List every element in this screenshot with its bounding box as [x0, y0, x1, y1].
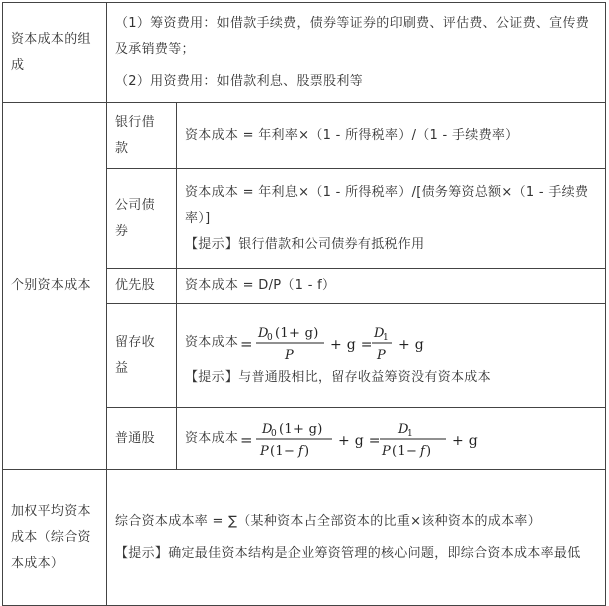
bank-loan-formula: 资本成本 = 年利率×（1 - 所得税率）/（1 - 手续费率） — [177, 103, 606, 169]
svg-text:D: D — [398, 421, 409, 437]
composition-line-1: （1）筹资费用：如借款手续费，债券等证券的印刷费、评估费、公证费、宣传费及承销费等； — [115, 15, 590, 57]
weighted-category: 加权平均资本成本（综合资本成本） — [3, 470, 107, 606]
svg-text:(1+ g): (1+ g) — [279, 421, 323, 437]
preferred-stock-label: 优先股 — [107, 269, 177, 304]
composition-line-2: （2）用资费用：如借款利息、股票股利等 — [115, 73, 363, 89]
svg-text:+ g: + g — [452, 432, 479, 449]
retained-earnings-formula-math — [240, 321, 480, 365]
preferred-stock-formula: 资本成本 = D/P（1 - f） — [177, 269, 606, 304]
corporate-bond-label: 公司债券 — [107, 169, 177, 269]
retained-earnings-formula — [185, 321, 597, 365]
svg-text:f: f — [420, 443, 426, 459]
retained-earnings-tip: 【提示】与普通股相比，留存收益筹资没有资本成本 — [185, 369, 491, 385]
svg-text:(1+ g): (1+ g) — [275, 325, 319, 341]
svg-text:P: P — [382, 443, 392, 459]
svg-text:D: D — [374, 325, 385, 341]
composition-category: 资本成本的组成 — [3, 3, 107, 103]
common-stock-formula-math — [240, 417, 500, 461]
composition-row — [3, 3, 606, 103]
svg-text:(1−: (1− — [270, 443, 296, 459]
svg-text:P: P — [260, 443, 270, 459]
retained-earnings-formula-prefix: 资本成本 — [185, 334, 239, 350]
svg-text:0: 0 — [267, 332, 274, 343]
bank-loan-label: 银行借款 — [107, 103, 177, 169]
weighted-row — [3, 470, 606, 606]
retained-earnings-label: 留存收益 — [107, 304, 177, 408]
common-stock-formula — [185, 417, 597, 461]
svg-text:=: = — [240, 430, 254, 449]
svg-text:D: D — [258, 325, 269, 341]
individual-category: 个别资本成本 — [3, 103, 107, 470]
corporate-bond-formula: 资本成本 = 年利息×（1 - 所得税率）/[债务筹资总额×（1 - 手续费率）] — [185, 184, 589, 226]
svg-text:1: 1 — [383, 332, 390, 343]
svg-text:(1−: (1− — [392, 443, 418, 459]
capital-cost-table — [2, 2, 606, 606]
common-stock-content — [177, 408, 606, 470]
svg-text:+ g =: + g = — [330, 336, 374, 353]
svg-text:): ) — [304, 443, 310, 459]
corporate-bond-tip: 【提示】银行借款和公司债券有抵税作用 — [185, 236, 425, 252]
svg-text:P: P — [377, 347, 387, 363]
common-stock-label: 普通股 — [107, 408, 177, 470]
svg-text:+ g =: + g = — [338, 432, 382, 449]
weighted-content — [107, 470, 606, 606]
composition-content — [107, 3, 606, 103]
svg-text:=: = — [240, 334, 254, 353]
svg-text:1: 1 — [407, 428, 414, 439]
svg-text:0: 0 — [271, 428, 278, 439]
svg-text:D: D — [262, 421, 273, 437]
retained-earnings-content — [177, 304, 606, 408]
bank-loan-row — [3, 103, 606, 169]
svg-text:f: f — [298, 443, 304, 459]
corporate-bond-content — [177, 169, 606, 269]
weighted-formula: 综合资本成本率 = ∑（某种资本占全部资本的比重×该种资本的成本率） — [115, 513, 542, 529]
svg-text:): ) — [426, 443, 432, 459]
svg-text:+ g: + g — [398, 336, 425, 353]
weighted-tip: 【提示】确定最佳资本结构是企业筹资管理的核心问题，即综合资本成本率最低 — [115, 545, 581, 561]
svg-text:P: P — [285, 347, 295, 363]
common-stock-formula-prefix: 资本成本 — [185, 430, 239, 446]
